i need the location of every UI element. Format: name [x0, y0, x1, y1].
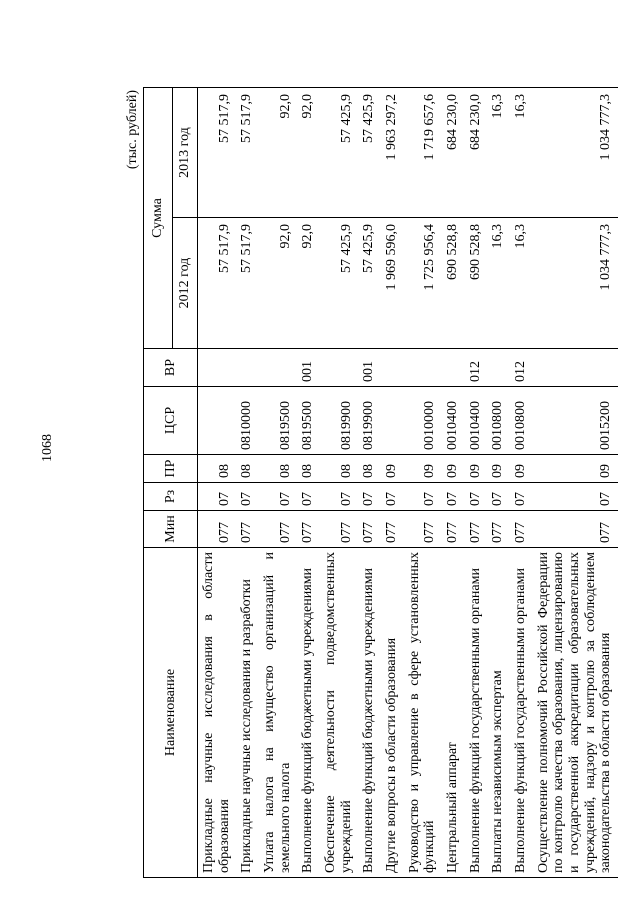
cell-name: Другие вопросы в области образования: [381, 548, 404, 878]
table-row: [404, 88, 442, 878]
cell-sum-2012: 92,0: [259, 218, 297, 349]
cell-csr: [381, 387, 404, 455]
header-csr: ЦСР: [144, 387, 198, 455]
cell-vr: [198, 349, 237, 387]
cell-sum-2013: 92,0: [297, 88, 320, 218]
cell-sum-2013: 1 034 777,3: [533, 88, 618, 218]
cell-vr: 012: [465, 349, 488, 387]
cell-csr: 0819900: [320, 387, 358, 455]
cell-sum-2012: 16,3: [510, 218, 533, 349]
cell-sum-2013: 16,3: [510, 88, 533, 218]
cell-min: 077: [487, 511, 510, 548]
header-pr: ПР: [144, 455, 198, 483]
cell-min: 077: [442, 511, 465, 548]
cell-sum-2012: 1 725 956,4: [404, 218, 442, 349]
cell-min: 077: [358, 511, 381, 548]
cell-name: Осуществление полномочий Российской Федерации по контролю качества образования, лицензированию и государственной аккредитации образовательных учреждений, надзору и контролю за соблюдением законодательства в области образования: [533, 548, 618, 878]
cell-rz: 07: [465, 483, 488, 511]
table-row: [198, 88, 237, 878]
table-row: [533, 88, 618, 878]
cell-sum-2013: 16,3: [487, 88, 510, 218]
cell-sum-2012: 57 517,9: [198, 218, 237, 349]
cell-pr: 08: [358, 455, 381, 483]
cell-name: Прикладные научные исследования в области образования: [198, 548, 237, 878]
page-number: 1068: [40, 434, 55, 462]
cell-min: 077: [297, 511, 320, 548]
cell-vr: [487, 349, 510, 387]
cell-min: 077: [465, 511, 488, 548]
cell-vr: 012: [510, 349, 533, 387]
cell-name: Уплата налога на имущество организаций и земельного налога: [259, 548, 297, 878]
cell-vr: [259, 349, 297, 387]
cell-csr: 0010400: [465, 387, 488, 455]
cell-min: 077: [404, 511, 442, 548]
cell-pr: 09: [487, 455, 510, 483]
cell-min: 077: [198, 511, 237, 548]
cell-pr: 08: [236, 455, 259, 483]
cell-sum-2013: 57 517,9: [198, 88, 237, 218]
table-row: [297, 88, 320, 878]
cell-pr: 08: [297, 455, 320, 483]
units-note: (тыс. рублей): [125, 90, 140, 170]
cell-csr: 0010000: [404, 387, 442, 455]
header-min: Мин: [144, 511, 198, 548]
cell-sum-2013: 57 425,9: [358, 88, 381, 218]
cell-vr: [236, 349, 259, 387]
header-name: Наименование: [144, 548, 198, 878]
cell-sum-2012: 16,3: [487, 218, 510, 349]
cell-pr: 09: [465, 455, 488, 483]
cell-pr: 09: [510, 455, 533, 483]
table-row: [510, 88, 533, 878]
cell-csr: 0819500: [297, 387, 320, 455]
cell-pr: 08: [259, 455, 297, 483]
budget-table: [143, 87, 618, 878]
cell-name: Руководство и управление в сфере установленных функций: [404, 548, 442, 878]
rotated-page-content: [123, 88, 631, 878]
cell-name: Центральный аппарат: [442, 548, 465, 878]
cell-sum-2012: 690 528,8: [442, 218, 465, 349]
cell-vr: 001: [297, 349, 320, 387]
cell-sum-2012: 690 528,8: [465, 218, 488, 349]
table-row: [320, 88, 358, 878]
cell-csr: 0819900: [358, 387, 381, 455]
table-row: [465, 88, 488, 878]
cell-sum-2013: 684 230,0: [442, 88, 465, 218]
cell-name: Выполнение функций государственными органами: [465, 548, 488, 878]
table-row: [259, 88, 297, 878]
cell-sum-2013: 57 517,9: [236, 88, 259, 218]
cell-vr: [404, 349, 442, 387]
cell-rz: 07: [236, 483, 259, 511]
cell-csr: 0010800: [487, 387, 510, 455]
cell-min: 077: [259, 511, 297, 548]
cell-rz: 07: [320, 483, 358, 511]
table-row: [442, 88, 465, 878]
cell-rz: 07: [381, 483, 404, 511]
header-sum: Сумма: [144, 88, 173, 349]
cell-rz: 07: [404, 483, 442, 511]
cell-csr: [198, 387, 237, 455]
table-row: [358, 88, 381, 878]
cell-min: 077: [320, 511, 358, 548]
cell-sum-2013: 57 425,9: [320, 88, 358, 218]
cell-name: Выполнение функций бюджетными учреждениями: [358, 548, 381, 878]
cell-sum-2012: 1 969 596,0: [381, 218, 404, 349]
header-year-2013: 2013 год: [173, 88, 198, 218]
table-row: [381, 88, 404, 878]
header-vr: ВР: [144, 349, 198, 387]
table-row: [487, 88, 510, 878]
cell-sum-2012: 57 517,9: [236, 218, 259, 349]
cell-vr: [320, 349, 358, 387]
table-row: [236, 88, 259, 878]
cell-csr: 0810000: [236, 387, 259, 455]
cell-sum-2012: 57 425,9: [358, 218, 381, 349]
cell-min: 077: [510, 511, 533, 548]
cell-pr: 08: [198, 455, 237, 483]
cell-sum-2013: 92,0: [259, 88, 297, 218]
cell-sum-2012: 92,0: [297, 218, 320, 349]
cell-sum-2013: 684 230,0: [465, 88, 488, 218]
cell-rz: 07: [198, 483, 237, 511]
cell-rz: 07: [358, 483, 381, 511]
cell-csr: 0010800: [510, 387, 533, 455]
cell-csr: 0015200: [533, 387, 618, 455]
cell-vr: [442, 349, 465, 387]
cell-pr: 09: [404, 455, 442, 483]
cell-rz: 07: [259, 483, 297, 511]
cell-name: Выплаты независимым экспертам: [487, 548, 510, 878]
cell-sum-2012: 57 425,9: [320, 218, 358, 349]
cell-pr: 09: [533, 455, 618, 483]
cell-vr: [381, 349, 404, 387]
cell-min: 077: [236, 511, 259, 548]
cell-rz: 07: [533, 483, 618, 511]
cell-sum-2012: 1 034 777,3: [533, 218, 618, 349]
table-body: [198, 88, 619, 878]
header-year-2012: 2012 год: [173, 218, 198, 349]
cell-name: Обеспечение деятельности подведомственных учреждений: [320, 548, 358, 878]
cell-vr: 001: [358, 349, 381, 387]
cell-rz: 07: [297, 483, 320, 511]
cell-name: Выполнение функций государственными органами: [510, 548, 533, 878]
cell-rz: 07: [487, 483, 510, 511]
cell-name: Выполнение функций бюджетными учреждениями: [297, 548, 320, 878]
cell-pr: 09: [381, 455, 404, 483]
cell-rz: 07: [442, 483, 465, 511]
cell-sum-2013: 1 719 657,6: [404, 88, 442, 218]
cell-min: 077: [381, 511, 404, 548]
cell-sum-2013: 1 963 297,2: [381, 88, 404, 218]
cell-pr: 09: [442, 455, 465, 483]
cell-rz: 07: [510, 483, 533, 511]
cell-csr: 0010400: [442, 387, 465, 455]
cell-name: Прикладные научные исследования и разработки: [236, 548, 259, 878]
cell-vr: [533, 349, 618, 387]
cell-pr: 08: [320, 455, 358, 483]
table-header: [144, 88, 198, 878]
header-rz: Рз: [144, 483, 198, 511]
cell-min: 077: [533, 511, 618, 548]
cell-csr: 0819500: [259, 387, 297, 455]
